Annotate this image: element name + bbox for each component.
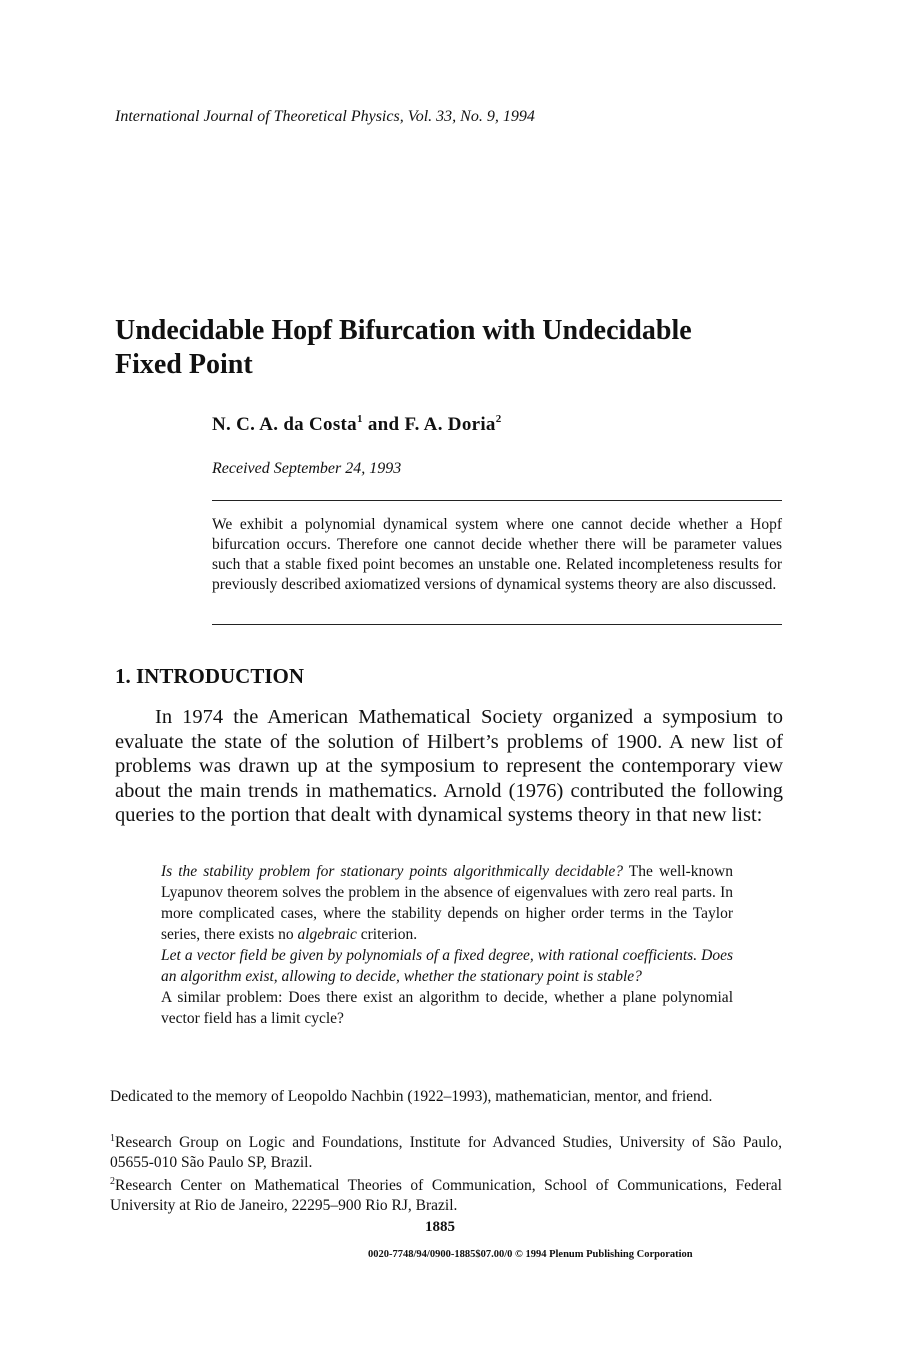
abstract-bottom-rule <box>212 624 782 625</box>
received-date: Received September 24, 1993 <box>212 460 402 477</box>
quote-q1-end: criterion. <box>356 926 418 943</box>
quote-q1-algebraic: algebraic <box>297 926 357 943</box>
footnote-2-text: Research Center on Mathematical Theories of Communication, School of Communications, Federal University at Rio de Janeiro, 22295–900 Rio RJ, Brazil. <box>110 1177 782 1214</box>
quote-q1-italic: Is the stability problem for stationary points algorithmically decidable? <box>161 863 624 880</box>
footnote-2 <box>110 1172 782 1216</box>
intro-body <box>115 705 783 828</box>
author-1: N. C. A. da Costa <box>212 414 357 435</box>
journal-header: International Journal of Theoretical Physics, Vol. 33, No. 9, 1994 <box>115 108 535 125</box>
paper-title <box>115 314 815 382</box>
footnote-1-text: Research Group on Logic and Foundations, Institute for Advanced Studies, University of São Paulo, 05655-010 São Paulo SP, Brazil. <box>110 1134 782 1171</box>
footnote-1 <box>110 1129 782 1173</box>
page-number: 1885 <box>425 1219 455 1235</box>
author-1-mark: 1 <box>356 413 363 425</box>
author-2-mark: 2 <box>495 413 502 425</box>
title-line-2: Fixed Point <box>115 349 253 380</box>
quote-paragraph-1 <box>161 861 733 945</box>
quote-paragraph-3: A similar problem: Does there exist an algorithm to decide, whether a plane polynomial vector field has a limit cycle? <box>161 989 733 1027</box>
quote-q2-italic: Let a vector field be given by polynomials of a fixed degree, with rational coefficients. Does an algorithm exist, allowing to decide, whether the stationary point is stable? <box>161 947 733 985</box>
quote-paragraph-2 <box>161 945 733 987</box>
copyright-line: 0020-7748/94/0900-1885$07.00/0 © 1994 Plenum Publishing Corporation <box>368 1249 693 1260</box>
footnote-1-mark: 1 <box>110 1133 115 1144</box>
footnote-2-mark: 2 <box>110 1176 115 1187</box>
authors <box>212 413 502 436</box>
section-heading: 1. INTRODUCTION <box>115 664 305 688</box>
arnold-quote <box>161 861 733 1029</box>
authors-and: and <box>367 414 400 435</box>
intro-paragraph: In 1974 the American Mathematical Society organized a symposium to evaluate the state of the solution of Hilbert’s problems of 1900. A new list of problems was drawn up at the symposium to represent the contemporary view about the main trends in mathematics. Arnold (1976) contributed the following queries to the portion that dealt with dynamical systems theory in that new list: <box>115 706 783 826</box>
quote-q1-rest: The well-known Lyapunov theorem solves the problem in the absence of eigenvalues with zero real parts. In more complicated cases, where the stability depends on higher order terms in the Taylor series, there exists no <box>161 863 733 943</box>
title-line-1: Undecidable Hopf Bifurcation with Undecidable <box>115 315 692 346</box>
abstract-top-rule <box>212 500 782 501</box>
abstract: We exhibit a polynomial dynamical system where one cannot decide whether a Hopf bifurcation occurs. Therefore one cannot decide whether there will be parameter values such that a stable fixed point becomes an unstable one. Related incompleteness results for previously described axiomatized versions of dynamical systems theory are also discussed. <box>212 516 782 593</box>
footnote-dedication: Dedicated to the memory of Leopoldo Nachbin (1922–1993), mathematician, mentor, and friend. <box>110 1088 713 1105</box>
author-2: F. A. Doria <box>404 414 496 435</box>
